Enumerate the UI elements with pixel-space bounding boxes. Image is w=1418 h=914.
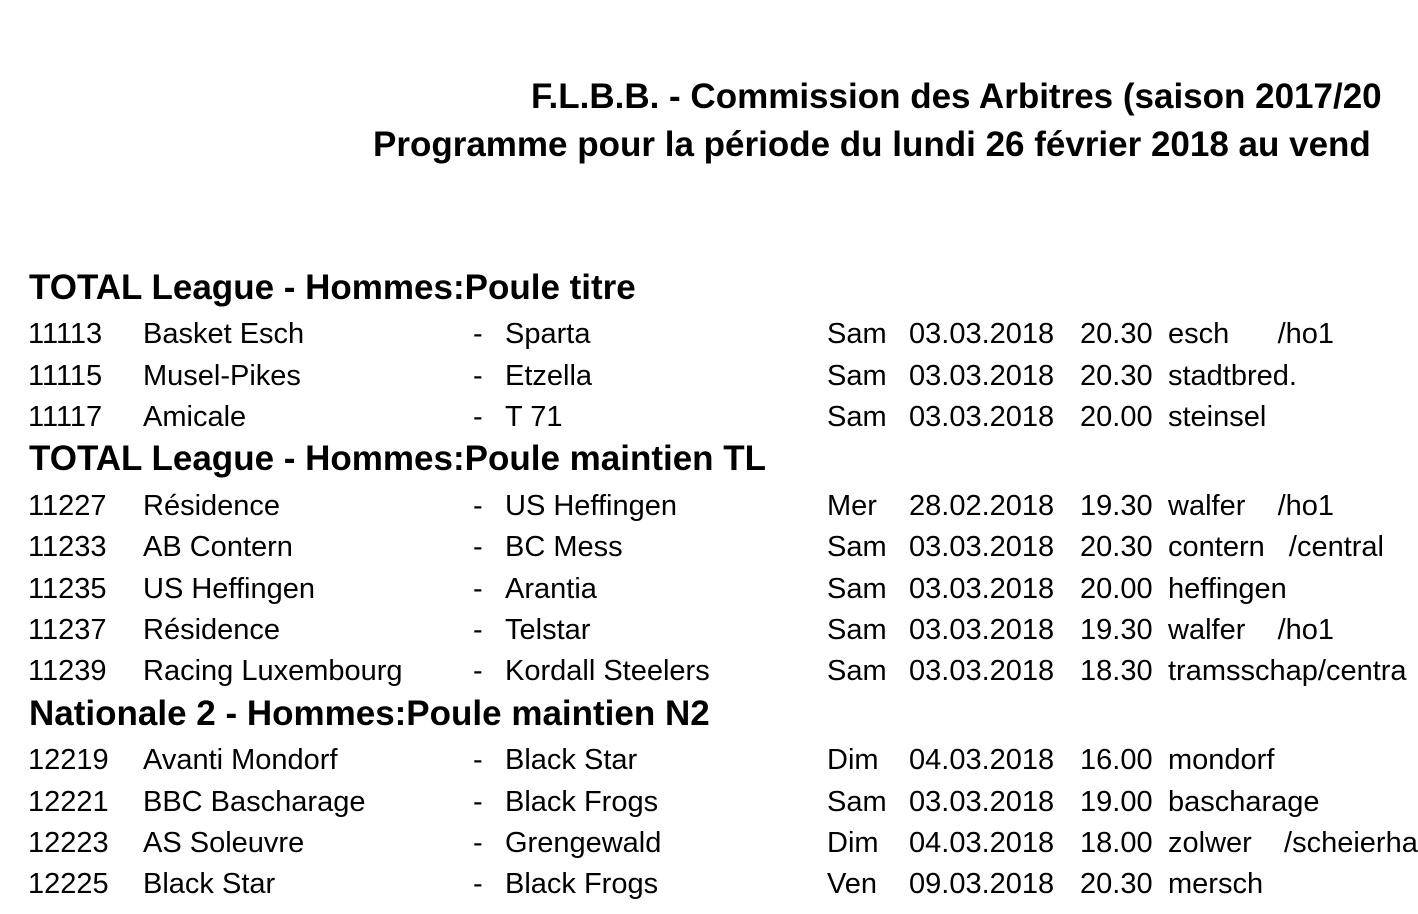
home-team: Basket Esch — [143, 318, 305, 350]
match-number: 11233 — [28, 531, 107, 563]
match-venue: tramsschap/centra — [1168, 655, 1407, 687]
home-team: AB Contern — [143, 531, 293, 563]
match-time: 20.30 — [1080, 360, 1153, 392]
match-number: 11113 — [28, 318, 103, 350]
match-venue: walfer /ho1 — [1168, 614, 1335, 646]
away-team: Kordall Steelers — [505, 655, 710, 687]
match-date: 03.03.2018 — [909, 318, 1055, 350]
table-row — [0, 575, 1418, 611]
away-team: Black Frogs — [505, 786, 659, 818]
separator-dash: - — [473, 573, 483, 605]
away-team: BC Mess — [505, 531, 623, 563]
match-venue: steinsel — [1168, 401, 1267, 433]
match-day: Dim — [827, 827, 879, 859]
away-team: Grengewald — [505, 827, 662, 859]
home-team: Résidence — [143, 490, 281, 522]
separator-dash: - — [473, 318, 483, 350]
match-number: 12223 — [28, 827, 109, 859]
table-row — [0, 870, 1418, 906]
match-day: Sam — [827, 614, 887, 646]
away-team: Black Frogs — [505, 868, 659, 900]
match-date: 03.03.2018 — [909, 786, 1055, 818]
separator-dash: - — [473, 614, 483, 646]
table-row — [0, 616, 1418, 652]
match-venue: mersch — [1168, 868, 1264, 900]
match-date: 03.03.2018 — [909, 573, 1055, 605]
match-time: 19.00 — [1080, 786, 1153, 818]
match-date: 04.03.2018 — [909, 827, 1055, 859]
table-row — [0, 492, 1418, 528]
home-team: Musel-Pikes — [143, 360, 301, 392]
section-heading: TOTAL League - Hommes:Poule maintien TL — [29, 439, 767, 478]
match-venue: zolwer /scheierha — [1168, 827, 1418, 859]
match-day: Sam — [827, 573, 887, 605]
match-date: 03.03.2018 — [909, 401, 1055, 433]
match-number: 11237 — [28, 614, 107, 646]
separator-dash: - — [473, 744, 483, 776]
home-team: Avanti Mondorf — [143, 744, 338, 776]
match-venue: mondorf — [1168, 744, 1275, 776]
match-venue: walfer /ho1 — [1168, 490, 1335, 522]
match-number: 12225 — [28, 868, 109, 900]
match-number: 11117 — [28, 401, 103, 433]
match-day: Sam — [827, 786, 887, 818]
match-time: 18.30 — [1080, 655, 1153, 687]
match-date: 28.02.2018 — [909, 490, 1055, 522]
match-time: 19.30 — [1080, 614, 1153, 646]
match-day: Dim — [827, 744, 879, 776]
separator-dash: - — [473, 786, 483, 818]
match-venue: contern /central — [1168, 531, 1384, 563]
match-number: 11235 — [28, 573, 107, 605]
page-subtitle: Programme pour la période du lundi 26 février 2018 au vend — [373, 125, 1371, 164]
home-team: Amicale — [143, 401, 247, 433]
away-team: T 71 — [505, 401, 563, 433]
home-team: US Heffingen — [143, 573, 315, 605]
away-team: Black Star — [505, 744, 638, 776]
away-team: Etzella — [505, 360, 593, 392]
match-time: 20.00 — [1080, 401, 1153, 433]
table-row — [0, 362, 1418, 398]
home-team: Racing Luxembourg — [143, 655, 403, 687]
match-time: 20.00 — [1080, 573, 1153, 605]
away-team: US Heffingen — [505, 490, 677, 522]
home-team: Black Star — [143, 868, 276, 900]
match-date: 03.03.2018 — [909, 531, 1055, 563]
match-number: 12221 — [28, 786, 109, 818]
match-time: 20.30 — [1080, 868, 1153, 900]
match-time: 19.30 — [1080, 490, 1153, 522]
match-day: Mer — [827, 490, 877, 522]
away-team: Telstar — [505, 614, 591, 646]
separator-dash: - — [473, 401, 483, 433]
match-date: 03.03.2018 — [909, 614, 1055, 646]
separator-dash: - — [473, 490, 483, 522]
match-day: Sam — [827, 401, 887, 433]
match-date: 03.03.2018 — [909, 655, 1055, 687]
separator-dash: - — [473, 655, 483, 687]
match-date: 03.03.2018 — [909, 360, 1055, 392]
match-day: Sam — [827, 318, 887, 350]
table-row — [0, 320, 1418, 356]
page-title: F.L.B.B. - Commission des Arbitres (saison 2017/20 — [531, 77, 1382, 116]
separator-dash: - — [473, 868, 483, 900]
match-time: 20.30 — [1080, 318, 1153, 350]
separator-dash: - — [473, 827, 483, 859]
home-team: BBC Bascharage — [143, 786, 366, 818]
separator-dash: - — [473, 360, 483, 392]
table-row — [0, 657, 1418, 693]
match-day: Sam — [827, 360, 887, 392]
section-heading: Nationale 2 - Hommes:Poule maintien N2 — [29, 694, 710, 733]
match-day: Sam — [827, 531, 887, 563]
separator-dash: - — [473, 531, 483, 563]
section-heading: TOTAL League - Hommes:Poule titre — [29, 268, 636, 307]
match-date: 04.03.2018 — [909, 744, 1055, 776]
match-venue: bascharage — [1168, 786, 1320, 818]
match-day: Ven — [827, 868, 877, 900]
table-row — [0, 746, 1418, 782]
match-number: 11239 — [28, 655, 107, 687]
match-venue: esch /ho1 — [1168, 318, 1335, 350]
home-team: AS Soleuvre — [143, 827, 305, 859]
match-time: 18.00 — [1080, 827, 1153, 859]
match-venue: heffingen — [1168, 573, 1287, 605]
table-row — [0, 829, 1418, 865]
match-date: 09.03.2018 — [909, 868, 1055, 900]
table-row — [0, 788, 1418, 824]
match-number: 12219 — [28, 744, 109, 776]
away-team: Arantia — [505, 573, 597, 605]
match-day: Sam — [827, 655, 887, 687]
match-time: 20.30 — [1080, 531, 1153, 563]
table-row — [0, 533, 1418, 569]
table-row — [0, 403, 1418, 439]
home-team: Résidence — [143, 614, 281, 646]
match-number: 11115 — [28, 360, 103, 392]
away-team: Sparta — [505, 318, 591, 350]
match-venue: stadtbred. — [1168, 360, 1297, 392]
match-time: 16.00 — [1080, 744, 1153, 776]
match-number: 11227 — [28, 490, 107, 522]
